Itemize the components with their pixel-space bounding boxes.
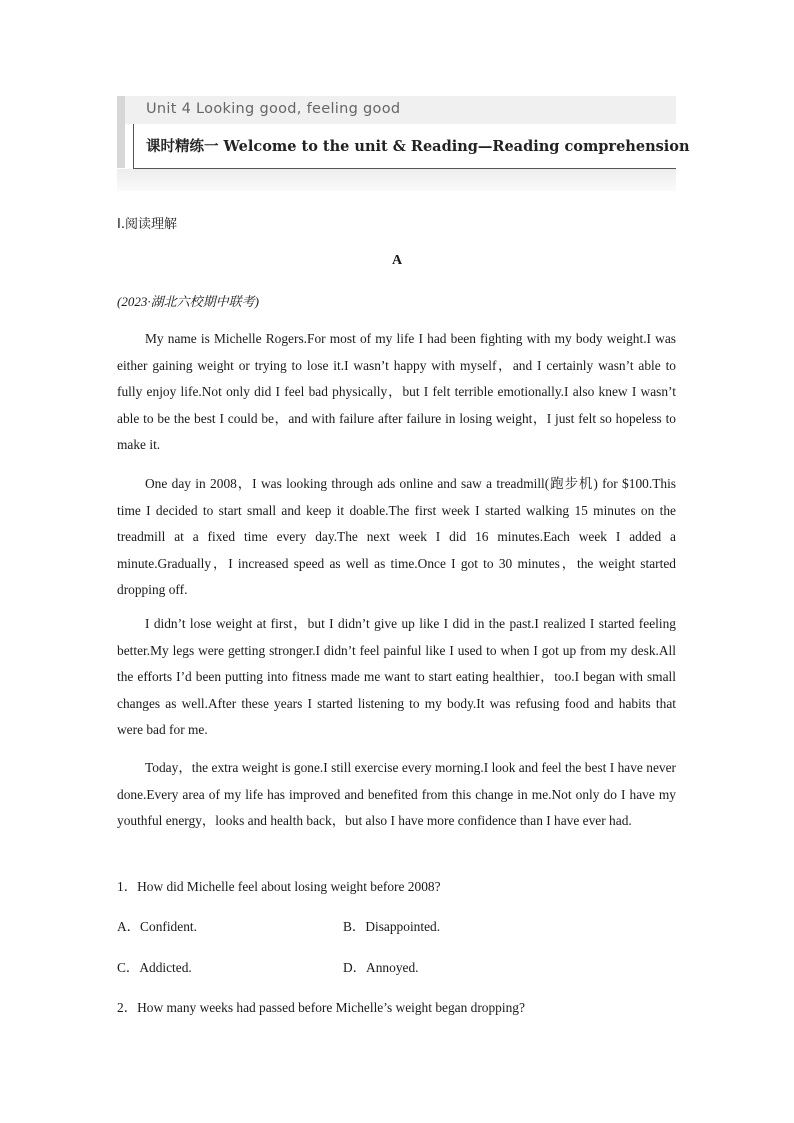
question-1-option-d: D．Annoyed. [343, 960, 419, 975]
unit-header [117, 96, 690, 194]
question-1: 1．How did Michelle feel about losing weight before 2008? [117, 879, 441, 894]
question-2: 2．How many weeks had passed before Michelle’s weight began dropping? [117, 1000, 525, 1015]
header-accent-bar [117, 96, 125, 168]
question-1-option-c: C．Addicted. [117, 960, 192, 975]
passage-paragraph: One day in 2008，I was looking through ads online and saw a treadmill(跑步机) for $100.This time I decided to start small and keep it doable.The first week I started walking 15 minutes on the treadmill at a fixed time every day.The next week I did 16 minutes.Each week I added a minute.Gradually，I increased speed as well as time.Once I got to 30 minutes，the weight started dropping off. [117, 476, 676, 598]
header-divider-vertical [133, 124, 134, 168]
header-shadow [117, 169, 676, 191]
passage-paragraph: My name is Michelle Rogers.For most of my life I had been fighting with my body weight.I was either gaining weight or trying to lose it.I wasn’t happy with myself，and I certainly wasn’t able to fully enjoy life.Not only did I feel bad physically，but I felt terrible emotionally.I also knew I wasn’t able to be the best I could be，and with failure after failure in losing weight，I just felt so hopeless to make it. [117, 331, 676, 453]
passage-paragraph: Today，the extra weight is gone.I still exercise every morning.I look and feel the best I have never done.Every area of my life has improved and benefited from this change in me.Not only do I have my youthful energy，looks and health back，but also I have more confidence than I have ever had. [117, 760, 676, 829]
passage-label: A [391, 253, 403, 268]
passage-paragraph: I didn’t lose weight at first，but I didn’t give up like I did in the past.I realized I started feeling better.My legs were getting stronger.I didn’t feel painful like I used to when I got up from my desk.All the efforts I’d been putting into fitness made me want to start eating healthier，too.I began with small changes as well.After these years I started listening to my body.It was refusing food and habits that were bad for me. [117, 616, 676, 738]
passage-source: (2023·湖北六校期中联考) [117, 294, 259, 309]
unit-title: Unit 4 Looking good, feeling good [146, 101, 401, 117]
question-1-option-a: A．Confident. [117, 919, 197, 934]
question-1-option-b: B．Disappointed. [343, 919, 441, 934]
lesson-title: 课时精练一 Welcome to the unit & Reading—Reading comprehension [146, 138, 690, 155]
section-heading: Ⅰ.阅读理解 [117, 217, 177, 232]
